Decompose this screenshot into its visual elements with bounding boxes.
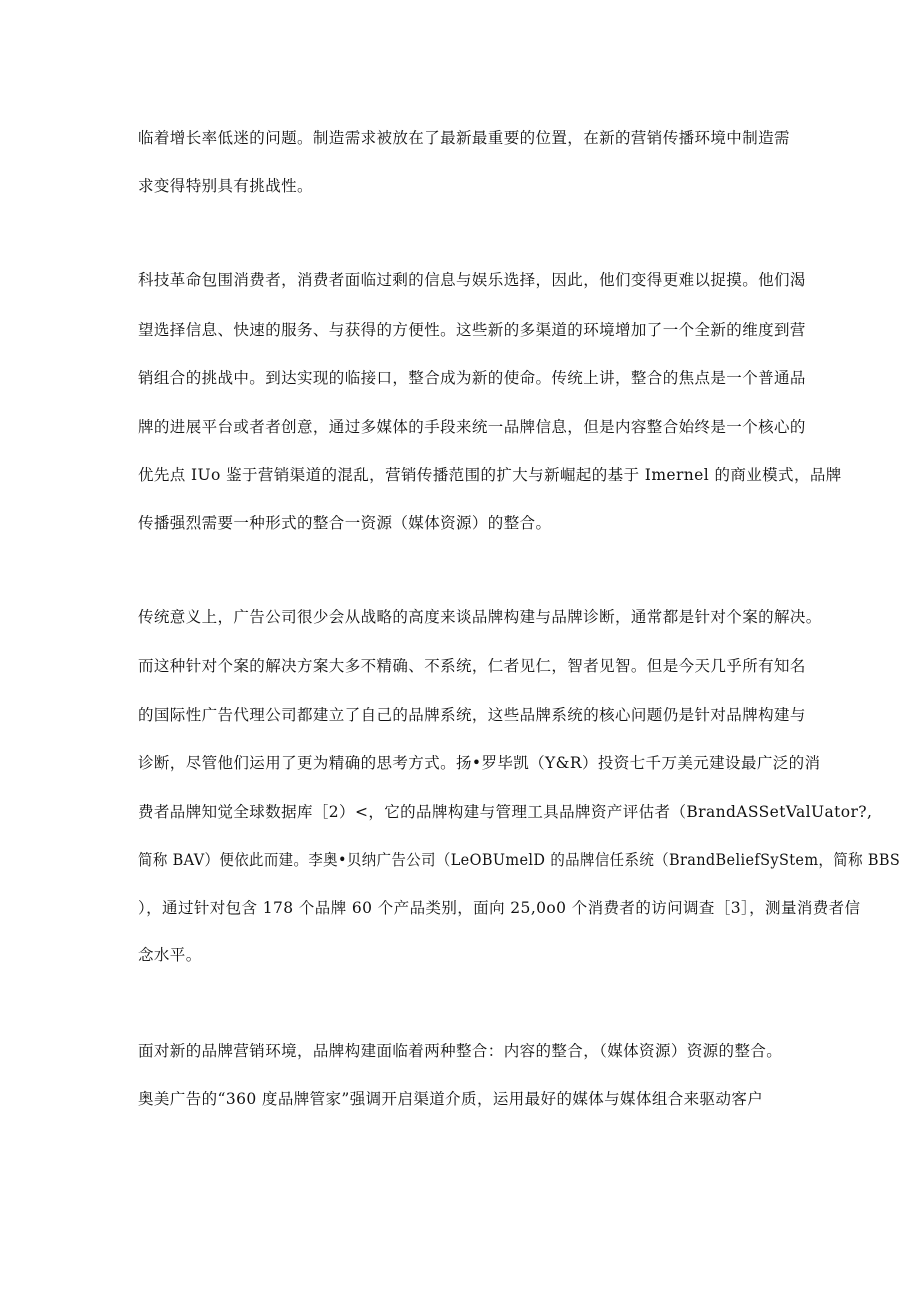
paragraph-3-line-4: 诊断，尽管他们运用了更为精确的思考方式。扬•罗毕凯（Y&R）投资七千万美元建设最广泛的消 — [138, 754, 821, 772]
paragraph-3-line-8: 念水平。 — [138, 946, 202, 964]
paragraph-2-line-1: 科技革命包围消费者，消费者面临过剩的信息与娱乐选择，因此，他们变得更难以捉摸。他们渴 — [138, 271, 806, 289]
paragraph-3-line-3: 的国际性广告代理公司都建立了自己的品牌系统，这些品牌系统的核心问题仍是针对品牌构建与 — [138, 706, 806, 724]
paragraph-3-line-5: 费者品牌知觉全球数据库［2）<，它的品牌构建与管理工具品牌资产评估者（BrandASSetValUator?, — [138, 803, 873, 821]
paragraph-2-line-3: 销组合的挑战中。到达实现的临接口，整合成为新的使命。传统上讲，整合的焦点是一个普通品 — [138, 369, 806, 387]
paragraph-1-line-1: 临着增长率低迷的问题。制造需求被放在了最新最重要的位置，在新的营销传播环境中制造需 — [138, 129, 790, 147]
paragraph-3-line-2: 而这种针对个案的解决方案大多不精确、不系统，仁者见仁，智者见智。但是今天几乎所有知名 — [138, 657, 806, 675]
paragraph-5-line-1: 奥美广告的“360 度品牌管家”强调开启渠道介质，运用最好的媒体与媒体组合来驱动客户 — [138, 1090, 764, 1108]
paragraph-1-line-2: 求变得特别具有挑战性。 — [138, 177, 313, 195]
paragraph-2-line-4: 牌的进展平台或者者创意，通过多媒体的手段来统一品牌信息，但是内容整合始终是一个核心的 — [138, 418, 806, 436]
paragraph-3-line-6: 简称 BAV）便依此而建。李奥•贝纳广告公司（LeOBUmelD 的品牌信任系统（BrandBeliefSyStem，简称 BBS — [138, 851, 901, 869]
paragraph-3-line-1: 传统意义上，广告公司很少会从战略的高度来谈品牌构建与品牌诊断，通常都是针对个案的解决。 — [138, 608, 822, 626]
paragraph-4-line-1: 面对新的品牌营销环境，品牌构建面临着两种整合：内容的整合，（媒体资源）资源的整合。 — [138, 1042, 783, 1060]
paragraph-2-line-2: 望选择信息、快速的服务、与获得的方便性。这些新的多渠道的环境增加了一个全新的维度到营 — [138, 321, 806, 339]
paragraph-3-line-7: ），通过针对包含 178 个品牌 60 个产品类别，面向 25,0o0 个消费者的访问调查［3］，测量消费者信 — [138, 899, 861, 917]
paragraph-2-line-5: 优先点 IUo 鉴于营销渠道的混乱，营销传播范围的扩大与新崛起的基于 Imernel 的商业模式，品牌 — [138, 466, 842, 484]
paragraph-2-line-6: 传播强烈需要一种形式的整合一资源（媒体资源）的整合。 — [138, 514, 552, 532]
